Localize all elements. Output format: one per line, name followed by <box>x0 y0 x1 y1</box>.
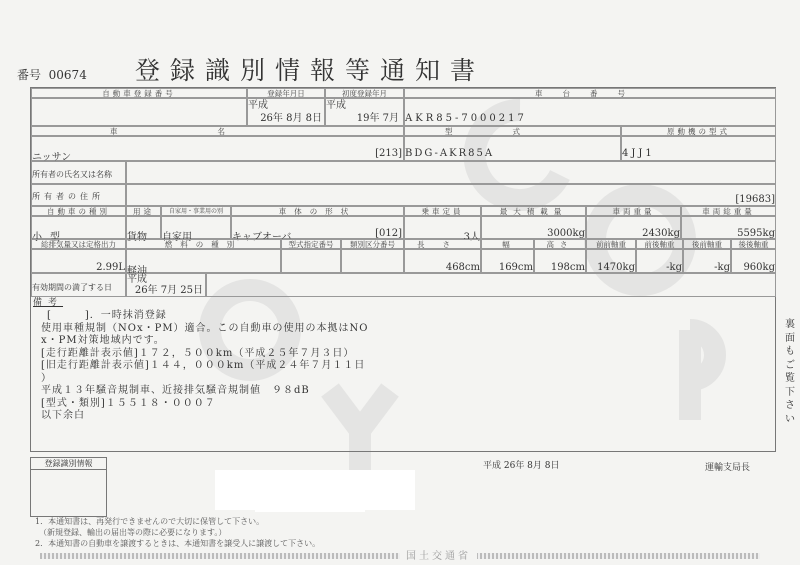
body-label: 車体の形状 <box>231 206 404 216</box>
model-value: BDG-AKR85A <box>404 136 621 161</box>
category-value <box>341 249 404 273</box>
expiry-label: 有効期間の満了する日 <box>31 273 126 297</box>
capacity-label: 乗車定員 <box>404 206 481 216</box>
expiry-blank <box>206 273 776 297</box>
fr-axle-label: 前後軸重 <box>636 239 683 249</box>
redacted-area <box>255 490 365 512</box>
weight-value: 2430kg <box>586 216 681 239</box>
gross-weight-value: 5595kg <box>681 216 776 239</box>
ff-axle-label: 前前軸重 <box>586 239 636 249</box>
kind-label: 自動車の種別 <box>31 206 126 216</box>
owner-name-label: 所有者の氏名又は名称 <box>31 161 126 184</box>
type-designation-label: 型式指定番号 <box>281 239 341 249</box>
max-load-label: 最大積載量 <box>481 206 586 216</box>
remarks-line: [旧走行距離計表示値]１４４，０００km（平成２４年７月１１日 <box>41 360 366 371</box>
weight-label: 車両重量 <box>586 206 681 216</box>
first-reg-label: 初度登録年月 <box>325 88 404 98</box>
document-title: 登録識別情報等通知書 <box>135 56 486 85</box>
owner-address-label: 所有者の住所 <box>31 184 126 206</box>
fr-axle-value: -kg <box>636 249 683 273</box>
height-label: 高さ <box>534 239 586 249</box>
length-label: 長さ <box>404 239 481 249</box>
ministry-seal: 国土交通省 <box>400 551 477 563</box>
body-shape: キャブオーバ <box>232 232 292 243</box>
remarks-label: 備考 <box>33 298 64 308</box>
body-value <box>231 216 404 243</box>
rr-axle-label: 後後軸重 <box>731 239 776 249</box>
use-label: 用途 <box>126 206 161 216</box>
ff-axle-value: 1470kg <box>586 249 636 273</box>
remarks-line: 以下余白 <box>41 410 85 421</box>
chassis-label: 車台番号 <box>404 88 776 98</box>
issue-date: 平成 26年 8月 8日 <box>483 461 560 471</box>
fuel-value: 軽油 <box>126 249 281 273</box>
engine-label: 原動機の型式 <box>621 126 776 136</box>
remarks-line: 平成１３年騒音規制車、近接排気騒音規制値 ９８dB <box>41 385 310 396</box>
see-reverse-note: 裏面もご覧下さい <box>785 319 795 425</box>
remarks-line: [ ]．一時抹消登録 <box>47 310 167 321</box>
note-1: 1．本通知書は、再発行できませんので大切に保管して下さい。 <box>35 517 265 526</box>
rf-axle-label: 後前軸重 <box>683 239 731 249</box>
first-reg-value <box>325 98 404 126</box>
width-label: 幅 <box>481 239 534 249</box>
reg-number-value <box>31 98 247 126</box>
number-value: 00674 <box>48 68 87 82</box>
height-value: 198cm <box>534 249 586 273</box>
remarks-line: ） <box>41 372 52 384</box>
remarks-line: [走行距離計表示値]１７２，５００km（平成２５年７月３日） <box>41 347 355 359</box>
owner-name-value <box>126 161 776 184</box>
rf-axle-value: -kg <box>683 249 731 273</box>
body-code: [012] <box>375 228 402 239</box>
private-label: 自家用・事業用の別 <box>161 206 231 216</box>
max-load-value: 3000kg <box>481 216 586 239</box>
rr-axle-value: 960kg <box>731 249 776 273</box>
gross-weight-label: 車両総重量 <box>681 206 776 216</box>
vehicle-name-label: 車名 <box>31 126 404 136</box>
reg-info-box <box>30 457 107 517</box>
private-value: 自家用 <box>161 216 231 239</box>
registration-table <box>30 87 776 452</box>
chassis-number: AKR85-7000217 <box>404 98 776 126</box>
document-number <box>17 68 87 82</box>
issuer: 運輸支局長 <box>705 463 751 473</box>
kind-value: 小型 <box>31 216 126 239</box>
vehicle-name <box>31 136 404 161</box>
reg-info-label: 登録識別情報 <box>31 458 106 470</box>
capacity-value: 3人 <box>404 216 481 239</box>
length-value: 468cm <box>404 249 481 273</box>
expiry-value <box>126 273 206 297</box>
reg-date-value <box>247 98 325 126</box>
reg-date-label: 登録年月日 <box>247 88 325 98</box>
vehicle-name-code: [213] <box>375 148 402 159</box>
model-label: 型式 <box>404 126 621 136</box>
displacement-label: 総排気量又は定格出力 <box>31 239 126 249</box>
engine-value: 4JJ1 <box>621 136 776 161</box>
category-label: 類別区分番号 <box>341 239 404 249</box>
reg-number-label: 自動車登録番号 <box>31 88 247 98</box>
remarks-line: [型式・類別]１５５１８・０００７ <box>41 397 216 409</box>
number-label: 番号 <box>17 68 42 82</box>
note-2: 2．本通知書の自動車を譲渡するときは、本通知書を譲受人に譲渡して下さい。 <box>35 539 321 548</box>
owner-address-code: [19683] <box>126 184 776 206</box>
vehicle-name-value: ニッサン <box>32 152 72 163</box>
note-1-sub: （新規登録、輸出の届出等の際に必要になります。） <box>35 528 227 537</box>
remarks-line: x・PM対策地域内です。 <box>41 335 165 346</box>
remarks-text <box>33 310 369 423</box>
first-reg: 19年 7月 <box>356 113 399 124</box>
width-value: 169cm <box>481 249 534 273</box>
expiry-era: 平成 <box>127 274 147 285</box>
type-designation-value <box>281 249 341 273</box>
fuel-label: 燃料の種別 <box>126 239 281 249</box>
first-reg-era: 平成 <box>326 100 346 111</box>
remarks-line: 使用車種規制（NOx・PM）適合。この自動車の使用の本拠はNO <box>41 322 369 334</box>
displacement-value: 2.99L <box>31 249 126 273</box>
reg-date: 26年 8月 8日 <box>260 113 322 124</box>
reg-date-era: 平成 <box>248 100 268 111</box>
expiry-date: 26年 7月 25日 <box>134 285 203 296</box>
use-value: 貨物 <box>126 216 161 239</box>
